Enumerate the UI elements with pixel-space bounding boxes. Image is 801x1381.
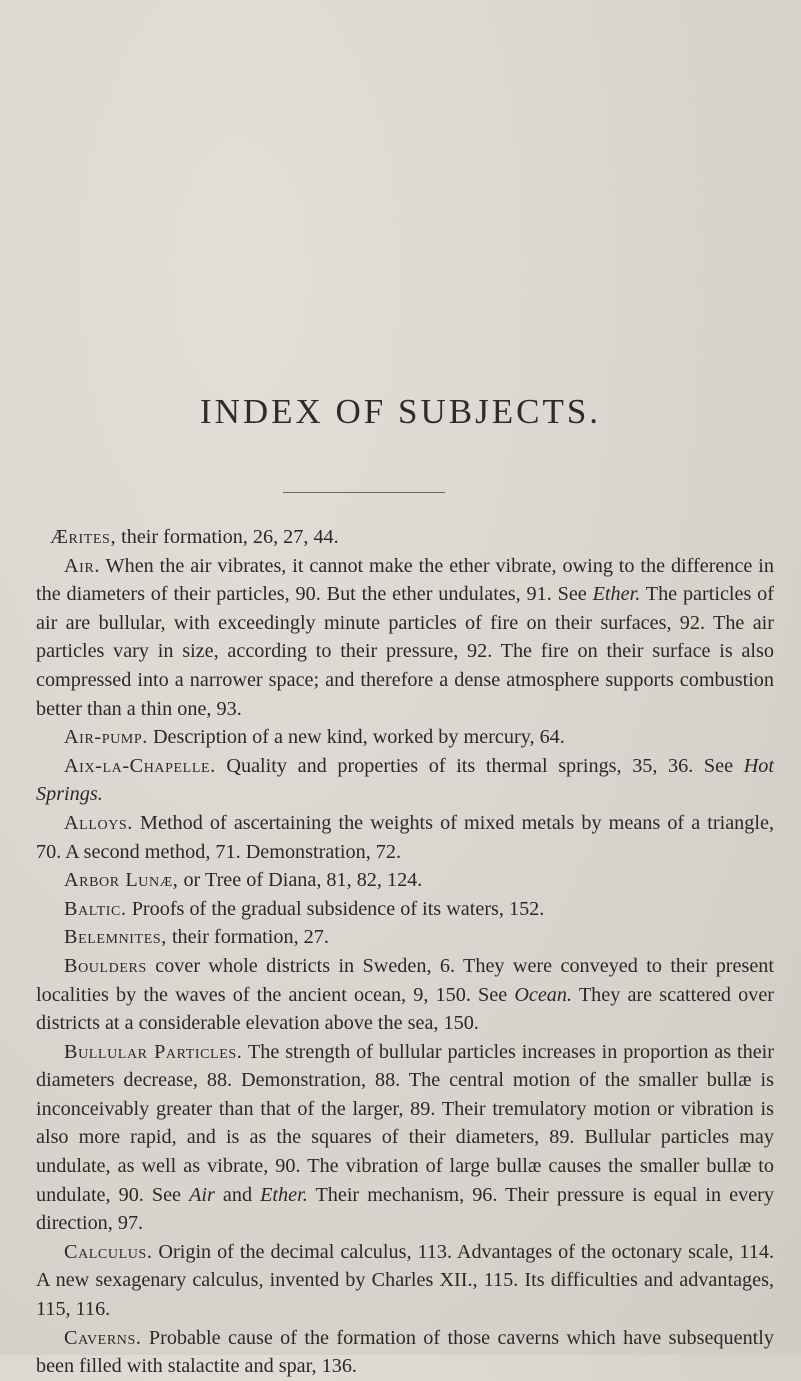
index-entry xyxy=(36,952,774,1038)
entry-text: or Tree of Diana, 81, 82, 124. xyxy=(178,869,423,892)
entry-heading: Baltic. xyxy=(64,897,127,920)
index-entry xyxy=(36,1038,774,1238)
index-entry xyxy=(36,1324,774,1381)
index-entry xyxy=(36,523,774,552)
entry-heading: Bullular Particles. xyxy=(64,1040,243,1063)
entry-heading: Air-pump. xyxy=(64,726,148,749)
cross-reference: Hot Springs. xyxy=(36,754,774,806)
entry-text: their formation, 27. xyxy=(166,926,329,949)
entry-heading: Boulders xyxy=(64,954,147,977)
index-entries xyxy=(36,523,774,1381)
index-entry xyxy=(36,923,774,952)
entry-text: They are scattered over districts at a considerable elevation above the sea, 150. xyxy=(36,983,775,1035)
cross-reference: Ether. xyxy=(260,1183,308,1206)
index-entry xyxy=(36,895,774,924)
entry-text: Proofs of the gradual subsidence of its waters, 152. xyxy=(126,897,545,920)
index-entry xyxy=(36,1238,774,1324)
entry-text: Quality and properties of its thermal springs, 35, 36. See xyxy=(215,754,744,777)
entry-heading: Arbor Lunæ, xyxy=(64,869,179,892)
entry-heading: Air. xyxy=(64,554,101,577)
entry-heading: Belemnites, xyxy=(64,926,167,949)
entry-heading: Ærites, xyxy=(50,526,117,548)
entry-text: When the air vibrates, it cannot make the ether vibrate, owing to the difference in the diameters of their particles, 90. But the ether undulates, 91. See xyxy=(36,554,774,606)
entry-text: their formation, 26, 27, 44. xyxy=(116,526,339,548)
entry-text: The strength of bullular particles increases in proportion as their diameters decrease, 88. Demonstration, 88. The central motion of the smaller bullæ is inconceivably greater than that of the larger, 89. Their tremulatory motion or vibration is also more rapid, and is as the squares of their diameters, 89. Bullular particles may undulate, as well as vibrate, 90. The vibration of large bullæ causes the smaller bullæ to undulate, 90. See xyxy=(36,1040,775,1206)
entry-heading: Aix-la-Chapelle. xyxy=(64,754,216,777)
entry-text: Origin of the decimal calculus, 113. Advantages of the octonary scale, 114. A new sexagenary calculus, invented by Charles XII., 115. Its difficulties and advantages, 115, 116. xyxy=(36,1240,774,1321)
entry-text: Their mechanism, 96. Their pressure is equal in every direction, 97. xyxy=(36,1183,774,1235)
index-entry xyxy=(36,866,774,895)
entry-text: Method of ascertaining the weights of mixed metals by means of a triangle, 70. A second method, 71. Demonstration, 72. xyxy=(36,811,774,863)
index-entry xyxy=(36,552,774,724)
title-rule xyxy=(283,492,445,493)
index-entry xyxy=(36,723,774,752)
entry-text: and xyxy=(214,1183,261,1206)
entry-heading: Alloys. xyxy=(64,811,133,834)
entry-text: Probable cause of the formation of those caverns which have subsequently been filled with stalactite and spar, 136. xyxy=(36,1326,774,1378)
index-entry xyxy=(36,752,774,809)
entry-heading: Calculus. xyxy=(64,1240,153,1263)
cross-reference: Ocean. xyxy=(514,983,573,1006)
page-title: INDEX OF SUBJECTS. xyxy=(199,392,602,431)
entry-text: The particles of air are bullular, with exceedingly minute particles of fire on their surfaces, 92. The air particles vary in size, according to their pressure, 92. The fire on their surface is also compressed into a narrower space; and therefore a dense atmosphere supports combustion better than a thin one, 93. xyxy=(36,583,774,720)
cross-reference: Ether. xyxy=(592,583,641,606)
index-entry xyxy=(36,809,774,866)
entry-text: cover whole districts in Sweden, 6. They were conveyed to their present localities by the waves of the ancient ocean, 9, 150. See xyxy=(36,954,774,1006)
entry-heading: Caverns. xyxy=(64,1326,142,1349)
entry-text: Description of a new kind, worked by mercury, 64. xyxy=(147,726,565,749)
cross-reference: Air xyxy=(189,1183,215,1206)
